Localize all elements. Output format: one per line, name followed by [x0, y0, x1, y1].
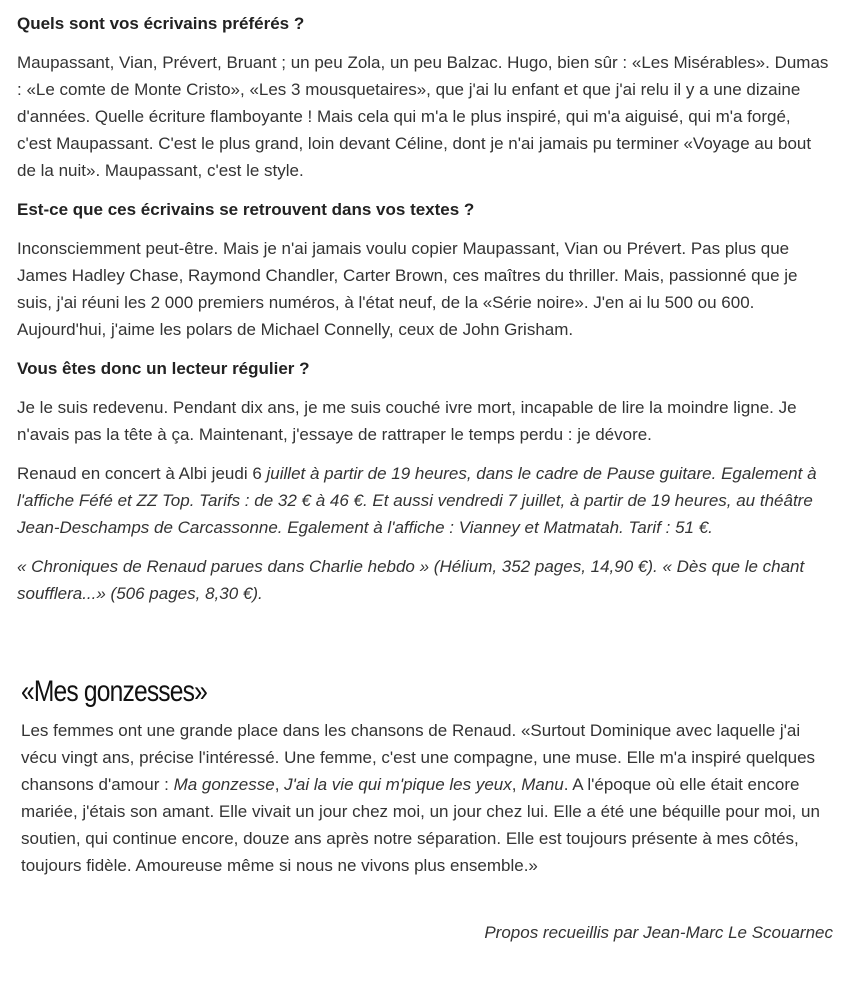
aside-box [21, 672, 833, 879]
question-regular-reader: Vous êtes donc un lecteur régulier ? [17, 359, 310, 378]
author-credit: Propos recueillis par Jean-Marc Le Scouarnec [484, 923, 833, 942]
aside-body-part-1: Les femmes ont une grande place dans les chansons de Renaud. «Surtout Dominique avec laquelle j'ai vécu vingt ans, précise l'intéressé. Une femme, c'est une compagne, une muse. Elle m'a inspiré quelques chansons d'amour : [21, 721, 816, 794]
book-references [17, 553, 829, 607]
question-writers-in-texts: Est-ce que ces écrivains se retrouvent dans vos textes ? [17, 200, 475, 219]
article-body [17, 10, 829, 619]
question-favorite-writers: Quels sont vos écrivains préférés ? [17, 14, 305, 33]
aside-title: «Mes gonzesses» [21, 675, 207, 708]
answer-favorite-writers: Maupassant, Vian, Prévert, Bruant ; un peu Zola, un peu Balzac. Hugo, bien sûr : «Les Misérables». Dumas : «Le comte de Monte Cristo», «Les 3 mousquetaires», que j'ai lu enfant et que j'ai relu il y a une dizaine d'années. Quelle écriture flamboyante ! Mais cela qui m'a le plus inspiré, qui m'a aiguisé, qui m'a forgé, c'est Maupassant. C'est le plus grand, loin devant Céline, dont je n'ai jamais pu terminer «Voyage au bout de la nuit». Maupassant, c'est le style. [17, 53, 829, 180]
song-title-manu: Manu [521, 775, 564, 794]
aside-body [21, 717, 833, 879]
concert-info [17, 460, 829, 541]
song-title-ma-gonzesse: Ma gonzesse [173, 775, 275, 794]
answer-regular-reader: Je le suis redevenu. Pendant dix ans, je me suis couché ivre mort, incapable de lire la moindre ligne. Je n'avais pas la tête à ça. Maintenant, j'essaye de rattraper le temps perdu : je dévore. [17, 398, 797, 444]
concert-info-lead: Renaud en concert à Albi jeudi 6 [17, 464, 267, 483]
concert-info-details: juillet à partir de 19 heures, dans le cadre de Pause guitare. Egalement à l'affiche Féfé et ZZ Top. Tarifs : de 32 € à 46 €. Et aussi vendredi 7 juillet, à partir de 19 heures, au théâtre Jean-Deschamps de Carcassonne. Egalement à l'affiche : Vianney et Matmatah. Tarif : 51 €. [17, 464, 817, 537]
book-references-text: « Chroniques de Renaud parues dans Charlie hebdo » (Hélium, 352 pages, 14,90 €). « Dès que le chant soufflera...» (506 pages, 8,30 €). [17, 557, 805, 603]
aside-separator-2: , [511, 775, 522, 794]
aside-body-part-2: . A l'époque où elle était encore mariée, j'étais son amant. Elle vivait un jour chez moi, un jour chez lui. Elle a été une béquille pour moi, un soutien, qui continue encore, douze ans après notre séparation. Elle est toujours présente à mes côtés, toujours fidèle. Amoureuse même si nous ne vivons plus ensemble.» [21, 775, 820, 875]
aside-separator-1: , [274, 775, 285, 794]
answer-writers-in-texts: Inconsciemment peut-être. Mais je n'ai jamais voulu copier Maupassant, Vian ou Prévert. Pas plus que James Hadley Chase, Raymond Chandler, Carter Brown, ces maîtres du thriller. Mais, passionné que je suis, j'ai réuni les 2 000 premiers numéros, à l'état neuf, de la «Série noire». J'en ai lu 500 ou 600. Aujourd'hui, j'aime les polars de Michael Connelly, ceux de John Grisham. [17, 239, 798, 339]
song-title-jai-la-vie: J'ai la vie qui m'pique les yeux [284, 775, 512, 794]
